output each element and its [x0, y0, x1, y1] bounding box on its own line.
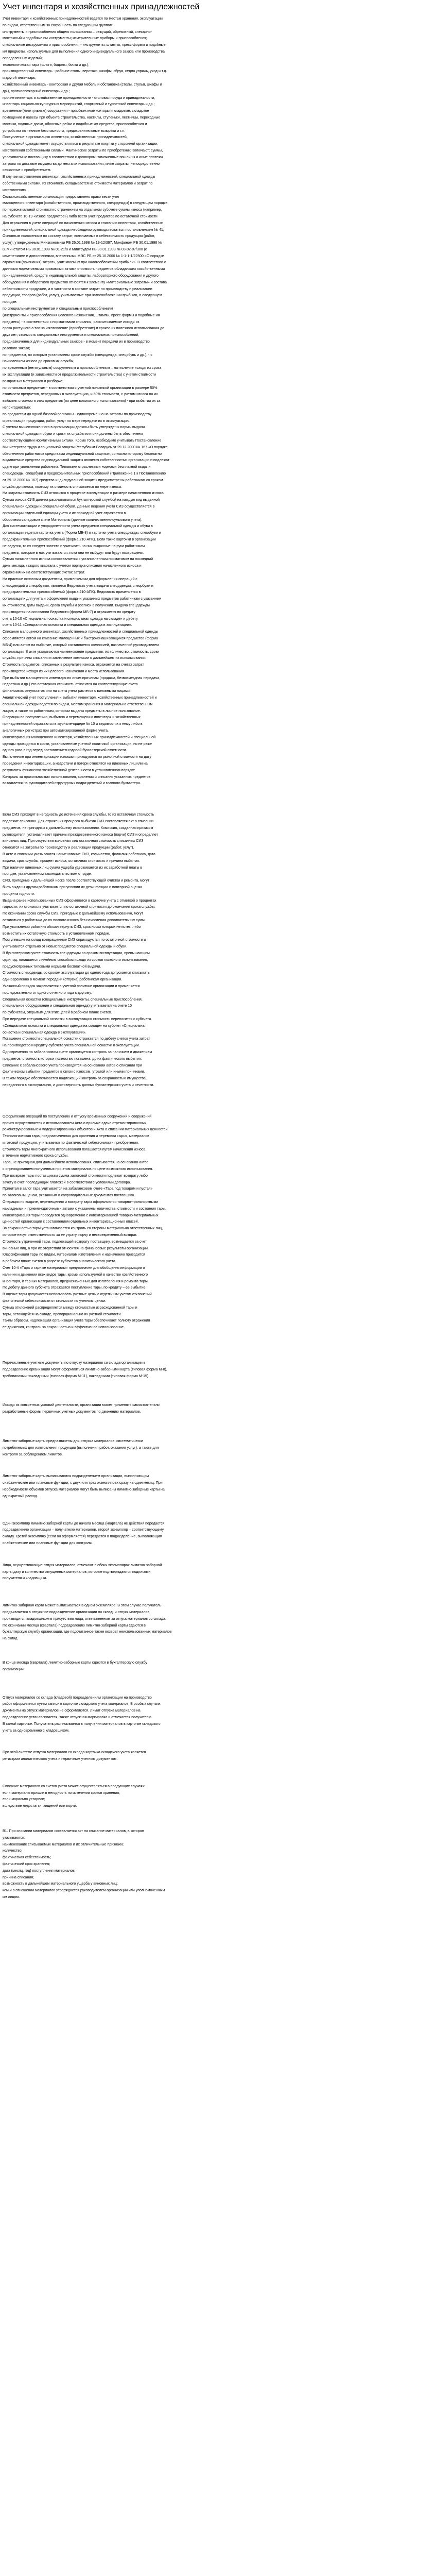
paragraph-gap	[3, 1547, 433, 1563]
paragraph: При этой системе отпуска материалов со склада карточка складского учета является регистром аналитического учета и первичным учетным документом.	[3, 1751, 146, 1761]
paragraph: Списание материалов со счетов учета может осуществляться в следующих случаях: если материалы пришли в негодность по истечении сроков хранения; если морально устарели; вследствие недостатки, хищений или порчи.	[3, 1784, 145, 1808]
document-body	[3, 16, 433, 1901]
paragraph-gap	[3, 1642, 433, 1660]
paragraph: Лица, осуществляющие отпуск материалов, отмечают в обоих экземплярах лимитно-заборной карты дату и количество отпущенных материалов, которые подтверждаются подписями получателя и кладовщика.	[3, 1563, 162, 1581]
paragraph-gap	[3, 1500, 433, 1521]
paragraph: Лимитно-заборная карта может выписываться в одном экземпляре. В этом случае получатель предъявляется в отпускное подразделение организации на склад, и отпуск материалов производится кладовщиком в присутствии лица, ответственным за отпуск материалов со склада. По окончании месяца (квартала) подразделению лимитно-заборной карты сдаются в бухгалтерскую службу организации, где подсчитанное также возврат неиспользованных материалов на склад.	[3, 1604, 172, 1641]
paragraph-gap	[3, 1331, 433, 1360]
paragraph-gap	[3, 1734, 433, 1750]
paragraph-gap	[3, 1089, 433, 1114]
document-title: Учет инвентаря и хозяйственных принадлежностей	[3, 3, 200, 11]
paragraph: В конце месяца (квартала) лимитно-заборные карты сдаются в бухгалтерскую службу организации.	[3, 1660, 148, 1671]
paragraph-gap	[3, 1582, 433, 1603]
paragraph: Если СИЗ приходят в негодность до истечения срока службы, то их остаточная стоимость подлежит списанию. Для отражения процесса выбытия СИЗ составляется акт о списании предметов, не пригодных к дальнейшему использованию. Комиссия, созданная приказом руководителя, устанавливает причины преждевременного износа (порчи) СИЗ и определяет виновных лиц. При отсутствии виновных лиц остаточная стоимость списанных СИЗ относится на затраты по производству и реализации продукции (работ, услуг). В акте о списании указываются наименование СИЗ, количество, фамилия работника, дата выдачи, срок службы, процент износа, остаточная стоимость и причина выбытия. При наличии виновных лиц сумма ущерба удерживается из их заработной платы в порядке, установленном законодательством о труде. СИЗ, пригодные к дальнейшей носке после соответствующей очистки и ремонта, могут быть выданы другим работникам при условии их дезинфекции и повторной оценки процента годности. Выдача ранее использованных СИЗ оформляется в карточке учета с отметкой о процентах годности; их стоимость учитывается по остаточной стоимости до окончания срока службы. По окончании срока службы СИЗ, пригодные к дальнейшему использованию, могут оставаться у работника до их полного износа без начисления дополнительных сумм. При увольнении работник обязан вернуть СИЗ, срок носки которых не истек, либо возместить их остаточную стоимость в установленном порядке. Поступившие на склад возвращенные СИЗ оприходуются по остаточной стоимости и учитываются отдельно от новых предметов специальной одежды и обуви. В бухгалтерском учете стоимость спецодежды со сроком эксплуатации, превышающим один год, погашается линейным способом исходя из сроков полезного использования, предусмотренных типовыми нормами бесплатной выдачи. Стоимость спецодежды со сроком эксплуатации до одного года допускается списывать единовременно в момент передачи (отпуска) работникам организации. Указанный порядок закрепляется в учетной политике организации и применяется последовательно от одного отчетного года к другому. Специальная оснастка (специальные инструменты, специальные приспособления, специальное оборудование и специальная одежда) учитывается на счете 10 по субсчетам, открытым для этих целей в рабочем плане счетов. При передаче специальной оснастки в эксплуатацию стоимость переносится с субсчета «Специальная оснастка и специальная одежда на складе» на субсчет «Специальная оснастка и специальная одежда в эксплуатации». Погашение стоимости специальной оснастки отражается по дебету счетов учета затрат на производство и кредиту субсчета учета специальной оснастки в эксплуатации. Одновременно на забалансовом счете организуется контроль за наличием и движением предметов, стоимость которых полностью погашена, до их фактического выбытия. Списание с забалансового учета производится на основании актов о списании при фактическом выбытии предметов в связи с износом, утратой или иными причинами. В таком порядке обеспечивается надлежащий контроль за сохранностью имущества, переданного в эксплуатацию, и достоверность данных бухгалтерского учета и отчетности.	[3, 813, 158, 1087]
paragraph-gap	[3, 1810, 433, 1828]
paragraph-gap	[3, 1763, 433, 1784]
paragraph: В1. При списании материалов составляется акт на списание материалов, в котором указываются: наименование списываемых материалов и их отличительные признаки; количество; фактическая себестоимость; фактический срок хранения; дата (месяц, год) поступления материалов; причина списания; возможность в дальнейшем материального ущерба у виновных лиц; кем и в отношении материалов утверждается руководителем организации или уполномоченным им лицом.	[3, 1829, 165, 1900]
paragraph: Лимитно-заборные карты выписываются подразделением организации, выполняющим снабженческие или плановые функции, с двух или трех экземплярах сразу на один месяц. При необходимости объемов отпуска материалов могут быть выписаны лимитно-заборные карты на однократный расход.	[3, 1475, 165, 1498]
paragraph: Исходя из конкретных условий деятельности, организации может применять самостоятельно разработанные формы первичных учетных документов по движению материалов.	[3, 1403, 160, 1414]
paragraph: Отпуск материалов со склада (кладовой) подразделениям организации на производство работ оформляется путем записи в карточке складского учета материалов. В особых случаях документы на отпуск материалов не оформляются. Лимит отпуска материалов на подразделение устанавливается, также отпускная маркировка и отмечается получателю. В самой карточке. Получатель расписывается в получении материалов в карточке складского учета за одновременно с кладовщиком.	[3, 1696, 161, 1733]
paragraph: Оформление операций по поступлению и отпуску временных сооружений и сооружений прочих осуществляется с использованием Акта о приемке-сдаче отремонтированных, реконструированных и модернизированных объектов и Акта о списании материальных ценностей. Технологическая тара, предназначенная для хранения и перевозки сырья, материалов и готовой продукции, учитывается по фактической себестоимости приобретения. Стоимость тары многократного использования погашается путем начисления износа в течение нормативного срока службы. Тара, не пригодная для дальнейшего использования, списывается на основании актов с оприходованием полученных при этом материалов по цене возможного использования. При возврате тары поставщикам сумма залоговой стоимости подлежит возврату либо зачету в счет последующих платежей в соответствии с условиями договора. Принятая в залог тара учитывается на забалансовом счете «Тара под товаром и пустая» по залоговым ценам, указанным в сопроводительных документах поставщика. Операции по выдаче, перемещению и возврату тары оформляются товарно-транспортными накладными и приемо-сдаточными актами с указанием количества, стоимости и состояния тары. Инвентаризация тары проводится одновременно с инвентаризацией товарно-материальных ценностей организации с составлением отдельных инвентаризационных описей. За сохранностью тары устанавливается контроль со стороны материально ответственных лиц, которые несут ответственность за ее утрату, порчу и несвоевременный возврат. Стоимость утраченной тары, подлежащей возврату поставщику, возмещается за счет виновных лиц, а при их отсутствии относится на финансовые результаты организации. Классификация тары по видам, материалам изготовления и назначению приводится в рабочем плане счетов в разрезе субсчетов аналитического учета. Счет 10-4 «Тара и тарные материалы» предназначен для обобщения информации о наличии и движении всех видов тары, кроме используемой в качестве хозяйственного инвентаря, и тарных материалов, предназначенных для изготовления и ремонта тары. По дебету данного субсчета отражается поступление тары, по кредиту – ее выбытие. В оценке тары допускается использовать учетные цены с отдельным учетом отклонений фактической себестоимости от стоимости по учетным ценам. Сумма отклонений распределяется между стоимостью израсходованной тары и тары, остающейся на складе, пропорционально их учетной стоимости. Таким образом, надлежащая организация учета тары обеспечивает полноту отражения ее движения, контроль за сохранностью и эффективное использование.	[3, 1114, 169, 1330]
paragraph: Один экземпляр лимитно-заборной карты до начала месяца (квартала) не действия передается подразделению организации – получателю материалов, второй экземпляр – соответствующему складу. Третий экземпляр (если он оформляется) передается в подразделение, выполняющим снабженческие или плановые функции для контроля.	[3, 1521, 165, 1545]
paragraph-gap	[3, 1416, 433, 1438]
paragraph: Учет инвентаря и хозяйственных принадлежностей ведется по местам хранения, эксплуатации по видам, ответственным за сохранность по следующим группам: инструменты и приспособления общего пользования – режущий, обрезивный, слесарно- монтажный и подобные им инструменты; измерительные приборы и приспособления; специальные инструменты и приспособления - инструменты, штампы, пресс-формы и подобные им предметы, используемые для выполнения одного индивидуального заказа или производства определенных изделий; технологическая тара (фляги, бидоны, бочки и др.); производственный инвентарь - рабочие столы, верстаки, шкафы, сбруя, седла упряжь, уход и т.д. и другой инвентарь; хозяйственный инвентарь - конторская и другая мебель и обстановка (столы, стулья, шкафы и др.), противопожарный инвентарь и др.; прочие инвентарь и хозяйственные принадлежности - столовая посуда и принадлежности, инвентарь социально-культурных мероприятий, спортивный и туристский инвентарь и др.; временные (нетитульные) сооружения - приобъектные конторы и кладовые, складское помещение и навесы при объекте строительства, настилы, ступеньки, лестницы, переходные мостики, водяные доски, обносные рейки и подобные им средства, приспособления и устройства по технике безопасности, предохранительные козырьки и т.п. Поступление в организацию инвентаря, хозяйственных принадлежностей, специальной одежды может осуществляться в результате покупки у сторонней организации, изготовления собственными силами. Фактические затраты по приобретению включают: суммы, уплачиваемые поставщику в соответствии с договором, таможенные пошлины и иные платежи затраты по доставке имущества до места их использования, иные затраты, непосредственно связанные с приобретением. В случае изготовления инвентаря, хозяйственных принадлежностей, специальной одежды собственными силами, их стоимость складывается из стоимости материалов и затрат по изготовлению. Сельскохозяйственные организации предоставлено право вести учет малоценного инвентаря (хозяйственного, производственного, спецодежды) в следующем порядке, по первоначальной стоимости с отражением на отдельном субсчете суммы износа (например, на субсчете 10-19 «Износ предметов») либо вести учет предметов по остаточной стоимости Для отражения в учете операций по начислению износа и списанию инвентаря, хозяйственных принадлежностей, специальной одежды необходимо руководствоваться постановлением № 41, Основным положениям по составу затрат, включаемых в себестоимость продукции (работ, услуг), утвержденным Минэкономики РБ 26.01.1998 № 19-12/397, Минфином РБ 30.01.1998 № 8, Минстатом РБ 30.01.1998 № 01-21/8 и Минтрудом РБ 30.01.1998 № 03-02-07/300 (с изменениями и дополнениями, внесенными МЭС РБ от 25.10.2000 № 1-1-1-1/22500 «О порядке отражения (признания) затрат», учитываемых при налогообложении прибыли». В соответствии с данными нормативными правовыми актами стоимость предметов обладающих хозяйственными принадлежностей, средств индивидуальной защиты, лабораторного оборудования и другого оборудования и оборотного предметов относятся к элементу «Материальные затраты» и состава себестоимости продукции, а в частности в составе затрат по производству и реализации продукции, товаров (работ, услуг), учитываемые при налогообложении прибыли, в следующем порядке: по специальным инструментам и специальным приспособлениям (инструменты и приспособления целевого назначения, штампы, пресс-формы и подобные им предметы) - в соответствии с нормативами списания, рассчитываемые исходя из срока растущего а так на изготовление (приобретение) и сроков их полезного использования до двух лет; стоимость специальных инструментов и специальных приспособлений, предназначенных для индивидуальных заказов - в момент передачи их в производство разового заказа; по предметам, по которым установлены сроки службы (спецодежда, спецобувь и др.), - с начислением износа до сроков их службы; по временным (нетитульным) сооружениям и приспособлениям – начисление исходя из срока их эксплуатации (и зависимости от продолжительности строительства) с учетом стоимости возвратных материалов и разборке; по остальным предметам - в соответствии с учетной политикой организации в размере 50% стоимости предметов, переданных в эксплуатацию, и 50% стоимости, с учетом износа на их выбытия стоимости этих предметов (по цене возможного использования) - при выбытии их за непригодностью; по предметам до одной базовой величины - единовременно на затраты по производству и реализации продукции, работ, услуг по мере передачи их в эксплуатацию. С учетом вышеизложенного в организации должны быть утверждены нормы выдачи специальной одежды и обуви и сроки их службы или они должны быть обеспечены соответствующими нормативными актами. Кроме того, необходимо учитывать Постановление Министерства труда и социальной защиты Республики Беларусь от 29.12.2000 № 167 «О порядке обеспечения работников средствами индивидуальной защиты», согласно которому бесплатно выдаваемые средства индивидуальной защиты является собственностью организации и подлежат сдаче при увольнении работника. Типовыми отраслевыми нормами бесплатной выдачи спецодежды, спецобуви и предохранительных приспособлений (Приложение 1 к Постановлению от 29.12.2000 № 167) средства индивидуальной защиты предусмотрены работникам со сроком службы до износа, поэтому их стоимость списывается по мере износа. На затраты стоимость СИЗ относится в процессе эксплуатации в размере начисленного износа. Сумма износа СИЗ должна рассчитываться бухгалтерской службой на каждую вид выданной специальной одежды и специальной обуви. Данные ведения учета СИЗ осуществляется в организации отдельной единицы учета и их проходной учет отражается в оборотном сальдовом счете Материалы (данные количественно-суммового учета). Для систематизации и упорядоченности учета предметов специальной одежды и обуви в организации ведется карточка учета (Форма МБ-8) и карточки учета спецодежды, спецобуви и предохранительных приспособлений (форма 210-АПК). Если такие карточки в организации не ведутся, то их следует завести и учитывать на них выданные на руки работникам предметы, которые в них учитываются, пока они не выбудут или будут возвращены. Сумма начисленного износа сопоставляется с установленным нормативом на последний день месяца, каждого квартала с учетом порядка списания начисленного износа и отражения их на соответствующих счетах затрат. На практике основным документом, применяемым для оформления операций с спецодеждой и спецобувью, является Ведомость учета выдачи спецодежды, спецобуви и предохранительных приспособлений (форма 210-АПК). Ведомость применяется в организациях для учета и оформления выдачи указанных предметов работникам с указанием их стоимости, даты выдачи, срока службы и росписи в получении. Выдача спецодежды производится на основании Ведомости (форма МБ-7) и отражается по кредиту счета 10-10 «Специальная оснастка и специальная одежда на складе» и дебету счета 10-11 «Специальная оснастка и специальная одежда в эксплуатации». Списание малоценного инвентаря, хозяйственных принадлежностей и специальной одежды оформляется актом на списание малоценных и быстроизнашивающихся предметов (форма МБ-4) или актом на выбытие, который составляется комиссией, назначенной руководителем организации. В акте указываются наименование предметов, их количество, стоимость, сроки службы, причины списания и заключение комиссии о дальнейшем их использовании. Стоимость предметов, списанных в результате износа, отражается на счетах затрат производства исходя из их целевого назначения и места использования. При выбытии малоценного инвентаря по иным причинам (продажа, безвозмездная передача, недостача и др.) его остаточная стоимость относится на соответствующие счета финансовых результатов или на счета учета расчетов с виновными лицами. Аналитический учет поступления и выбытия инвентаря, хозяйственных принадлежностей и специальной одежды ведется по видам, местам хранения и материально ответственным лицам, а также по работникам, которым выданы предметы в личное пользование. Операции по поступлению, выбытию и перемещению инвентаря и хозяйственных принадлежностей отражаются в журнале-ордере № 10 и ведомостях к нему либо в аналогичных регистрах при автоматизированной форме учета. Инвентаризация малоценного инвентаря, хозяйственных принадлежностей и специальной одежды проводится в сроки, установленные учетной политикой организации, но не реже одного раза в год перед составлением годовой бухгалтерской отчетности. Выявленные при инвентаризации излишки приходуются по рыночной стоимости на дату проведения инвентаризации, а недостачи и потери относятся на виновных лиц или на результаты финансово-хозяйственной деятельности в установленном порядке. Контроль за правильностью использования, хранения и списания указанных предметов возлагается на руководителей структурных подразделений и главного бухгалтера.	[3, 17, 170, 786]
paragraph: Лимитно-заборные карты предназначены для отпуска материалов, систематически потребляемых для изготовления продукции (выполнения работ, оказания услуг), а также для контроля за соблюдением лимитов.	[3, 1439, 159, 1456]
paragraph: Перечисленные учетные документы по отпуску материалов со склада организации в подразделение организации могут оформляться лимитно-заборными карта (типовая форма М-8), требованиями-накладными (типовая форма М-11), накладными (типовая форма М-15).	[3, 1361, 167, 1378]
paragraph-gap	[3, 787, 433, 812]
paragraph-gap	[3, 1673, 433, 1695]
paragraph-gap	[3, 1458, 433, 1473]
paragraph-gap	[3, 1380, 433, 1402]
